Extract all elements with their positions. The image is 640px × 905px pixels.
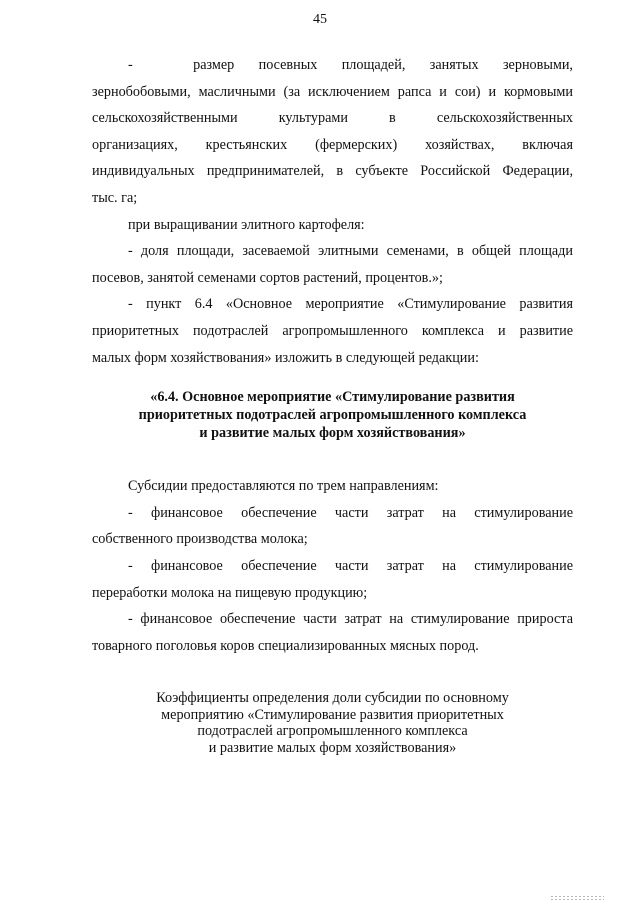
word: площадей,: [341, 57, 406, 73]
caption-line: Коэффициенты определения доли субсидии по основному: [156, 690, 509, 707]
list-item-point-6-4: [92, 291, 573, 371]
text-line: переработки молока на пищевую продукцию;: [92, 584, 368, 601]
list-item-elite-seeds: [92, 238, 573, 291]
subsidy-item-milk-production: [92, 500, 573, 553]
heading-line: «6.4. Основное мероприятие «Стимулирование развития: [150, 389, 515, 406]
text-line: сельскохозяйственными культурами в сельскохозяйственных: [92, 110, 573, 127]
text-line: зернобобовыми, масличными (за исключением рапса и сои) и кормовыми: [92, 83, 573, 100]
text-line: малых форм хозяйствования» изложить в следующей редакции:: [92, 349, 479, 366]
word: размер: [193, 57, 235, 73]
page-number: 45: [313, 12, 327, 27]
subsidy-intro: Субсидии предоставляются по трем направлениям:: [128, 478, 439, 495]
text-line: индивидуальных предпринимателей, в субъекте Российской Федерации,: [92, 163, 573, 180]
subsidy-item-beef-cows: [92, 606, 573, 659]
heading-line: и развитие малых форм хозяйствования»: [199, 425, 466, 442]
document-body: [92, 52, 573, 756]
caption-line: и развитие малых форм хозяйствования»: [208, 739, 457, 756]
text-line: - пункт 6.4 «Основное мероприятие «Стимулирование развития: [128, 296, 573, 313]
list-item-first-line: [92, 52, 573, 79]
caption-line: подотраслей агропромышленного комплекса: [197, 723, 468, 740]
scan-mark: [550, 895, 604, 901]
text-line: - финансовое обеспечение части затрат на стимулирование прироста: [128, 611, 573, 628]
text-line: собственного производства молока;: [92, 531, 308, 548]
word: зерновыми,: [502, 57, 573, 73]
subsidy-item-milk-processing: [92, 553, 573, 606]
text-line: тыс. га;: [92, 189, 138, 206]
section-heading: [92, 388, 573, 442]
list-item-sown-areas: [92, 52, 573, 212]
caption-line: мероприятию «Стимулирование развития приоритетных: [161, 706, 504, 723]
text-line: - доля площади, засеваемой элитными семенами, в общей площади: [128, 243, 573, 260]
text-line: - финансовое обеспечение части затрат на стимулирование: [128, 504, 573, 521]
text-line: организациях, крестьянских (фермерских) хозяйствах, включая: [92, 136, 573, 153]
text-line: - финансовое обеспечение части затрат на стимулирование: [128, 557, 573, 574]
potato-intro: при выращивании элитного картофеля:: [128, 216, 365, 233]
word: посевных: [258, 57, 318, 73]
text-line: посевов, занятой семенами сортов растений, процентов.»;: [92, 269, 443, 286]
word: занятых: [429, 57, 479, 73]
text-line: приоритетных подотраслей агропромышленного комплекса и развитие: [92, 322, 573, 339]
heading-line: приоритетных подотраслей агропромышленного комплекса: [138, 407, 527, 424]
text-line: товарного поголовья коров специализированных мясных пород.: [92, 637, 479, 654]
table-caption: [92, 690, 573, 756]
list-dash: -: [128, 57, 133, 73]
